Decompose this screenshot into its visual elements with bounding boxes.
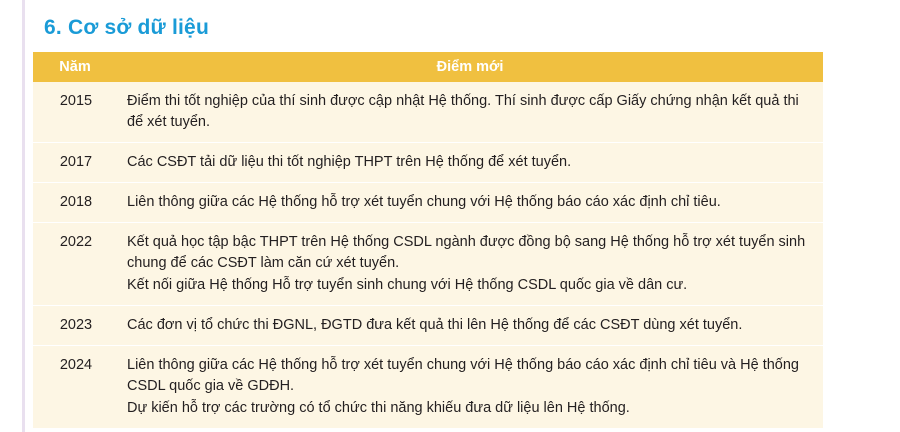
cell-year: 2018 (33, 183, 117, 223)
detail-line: Các CSĐT tải dữ liệu thi tốt nghiệp THPT trên Hệ thống để xét tuyển. (127, 154, 572, 171)
table-row (33, 82, 823, 143)
table-row (33, 223, 823, 306)
column-header-detail: Điểm mới (117, 52, 823, 82)
table-row (33, 346, 823, 429)
cell-detail (117, 346, 823, 429)
column-header-year: Năm (33, 52, 117, 82)
table-row (33, 306, 823, 346)
cell-detail (117, 143, 823, 183)
cell-year: 2024 (33, 346, 117, 429)
detail-line: Kết quả học tập bậc THPT trên Hệ thống CSDL ngành được đồng bộ sang Hệ thống hỗ trợ xét tuyển sinh chung để các CSĐT làm căn cứ xét tuyển. (127, 234, 806, 272)
database-timeline-table (33, 52, 823, 428)
cell-year: 2023 (33, 306, 117, 346)
table-header-row (33, 52, 823, 82)
detail-line: Liên thông giữa các Hệ thống hỗ trợ xét tuyển chung với Hệ thống báo cáo xác định chỉ tiêu. (127, 194, 721, 211)
table-row (33, 183, 823, 223)
cell-detail (117, 183, 823, 223)
page-title: 6. Cơ sở dữ liệu (44, 16, 209, 39)
detail-line: Các đơn vị tổ chức thi ĐGNL, ĐGTD đưa kết quả thi lên Hệ thống để các CSĐT dùng xét tuyển. (127, 317, 743, 334)
detail-line: Điểm thi tốt nghiệp của thí sinh được cập nhật Hệ thống. Thí sinh được cấp Giấy chứng nhận kết quả thi để xét tuyển. (127, 93, 799, 131)
cell-detail (117, 82, 823, 143)
cell-detail (117, 306, 823, 346)
detail-line: Liên thông giữa các Hệ thống hỗ trợ xét tuyển chung với Hệ thống báo cáo xác định chỉ tiêu và Hệ thống CSDL quốc gia về GDĐH. (127, 357, 799, 395)
table-row (33, 143, 823, 183)
cell-year: 2017 (33, 143, 117, 183)
detail-line: Kết nối giữa Hệ thống Hỗ trợ tuyển sinh chung với Hệ thống CSDL quốc gia về dân cư. (127, 277, 688, 294)
left-margin-rule (22, 0, 25, 432)
detail-line: Dự kiến hỗ trợ các trường có tổ chức thi năng khiếu đưa dữ liệu lên Hệ thống. (127, 400, 630, 417)
cell-year: 2015 (33, 82, 117, 143)
cell-detail (117, 223, 823, 306)
cell-year: 2022 (33, 223, 117, 306)
